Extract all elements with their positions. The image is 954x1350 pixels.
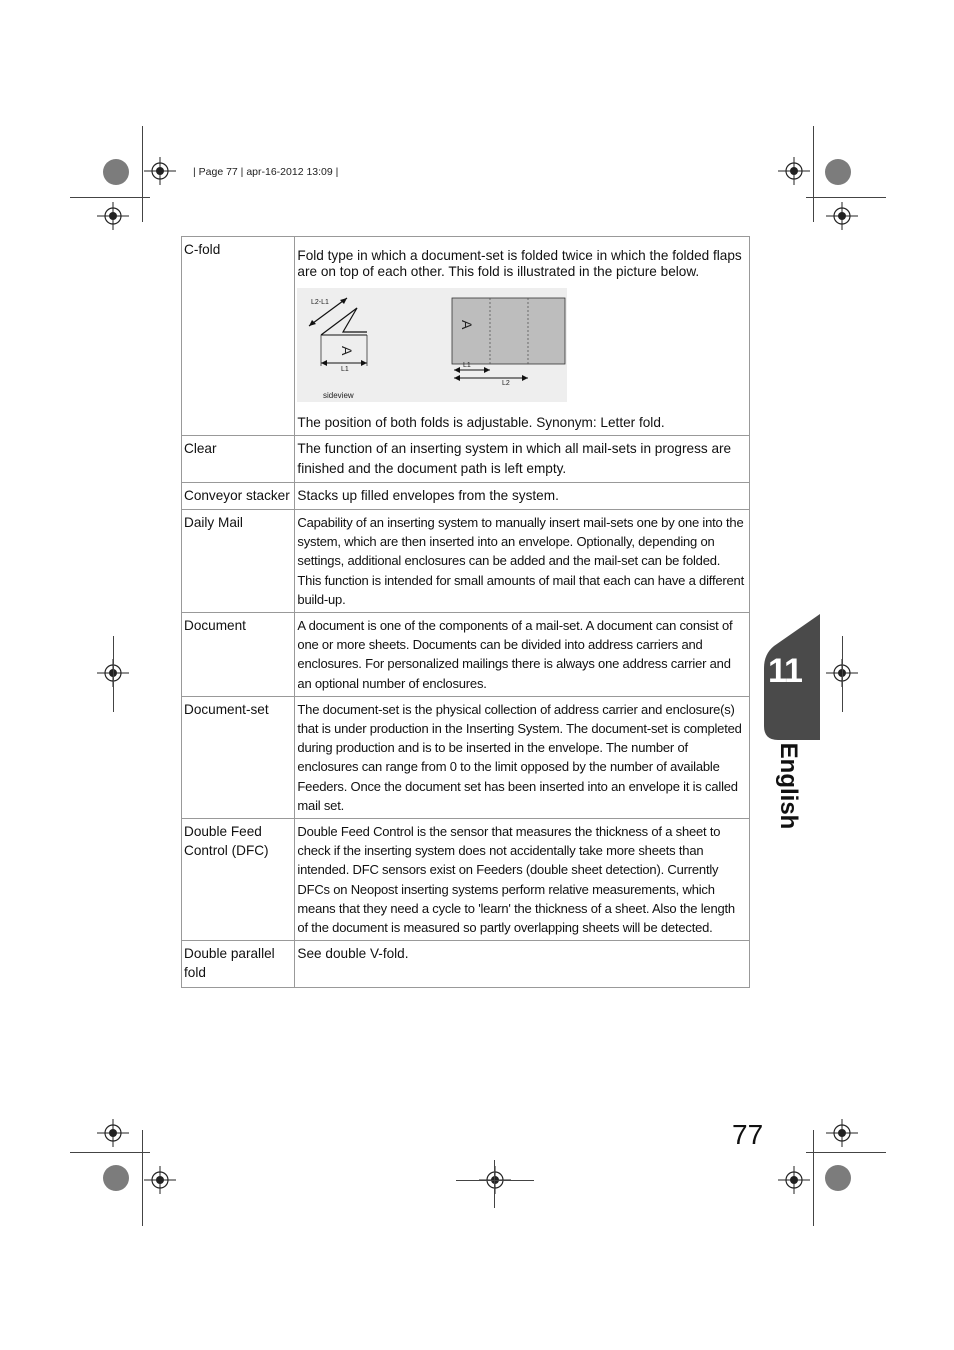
table-row <box>182 941 750 987</box>
crop-line <box>70 197 150 198</box>
chapter-number: 11 <box>768 652 802 690</box>
table-row <box>182 237 750 436</box>
definition-cell <box>295 237 750 436</box>
print-info: | Page 77 | apr-16-2012 13:09 | <box>193 166 339 178</box>
crop-line <box>842 636 843 712</box>
table-row <box>182 696 750 818</box>
registration-target-icon <box>144 157 176 185</box>
table-row <box>182 819 750 941</box>
term-cell: Double Feed Control (DFC) <box>182 819 295 941</box>
registration-dot <box>825 1165 851 1191</box>
definition-cell: Capability of an inserting system to manually insert mail-sets one by one into the system, which are then inserted into an envelope. Optionally, depending on settings, additional enclosures can be added and the mail-set can be folded. This function is intended for small amounts of mail that each can have a different build-up. <box>295 510 750 613</box>
crop-line <box>142 1130 143 1226</box>
glossary-table <box>181 236 750 988</box>
diagram-letter: A <box>339 346 356 356</box>
table-row <box>182 510 750 613</box>
definition-cell: Double Feed Control is the sensor that measures the thickness of a sheet to check if the inserting system does not accidentally take more sheets than intended. DFC sensors exist on Feeders (double sheet detection). Currently DFCs on Neopost inserting systems perform relative measurements, which means that they need a cycle to 'learn' the thickness of a sheet. Also the length of the document is measured so partly overlapping sheets will be detected. <box>295 819 750 941</box>
table-row <box>182 436 750 482</box>
page-number: 77 <box>732 1119 764 1150</box>
registration-dot <box>103 1165 129 1191</box>
definition-text: The position of both folds is adjustable. Synonym: Letter fold. <box>297 415 665 431</box>
definition-cell: A document is one of the components of a mail-set. A document can consist of one or more sheets. Documents can be divided into address carriers and enclosures. For personalized mailings there is always one address carrier and an optional number of enclosures. <box>295 613 750 697</box>
term-cell: Document-set <box>182 696 295 818</box>
diagram-caption: sideview <box>323 391 355 400</box>
registration-target-icon <box>144 1166 176 1194</box>
diagram-label: L2-L1 <box>311 299 330 306</box>
crop-line <box>70 1152 150 1153</box>
diagram-label: L1 <box>341 366 350 373</box>
language-label: English <box>775 742 802 830</box>
definition-cell: The document-set is the physical collection of address carrier and enclosure(s) that is under production in the Inserting System. The document-set is completed during production and is to be inserted in the envelope. The number of enclosures can range from 0 to the limit opposed by the number of available Feeders. Once the document set has been inserted into an envelope it is called mail set. <box>295 696 750 818</box>
crop-line <box>806 197 886 198</box>
crop-line <box>813 126 814 222</box>
term-cell: Document <box>182 613 295 697</box>
definition-cell: Stacks up filled envelopes from the system. <box>295 482 750 509</box>
crop-line <box>494 1160 495 1208</box>
term-cell: C-fold <box>182 237 295 436</box>
registration-target-icon <box>97 1119 129 1147</box>
definition-text: Fold type in which a document-set is folded twice in which the folded flaps are on top of each other. This fold is illustrated in the picture below. <box>297 248 742 279</box>
registration-dot <box>825 159 851 185</box>
registration-target-icon <box>778 1166 810 1194</box>
crop-line <box>113 636 114 712</box>
diagram-label: L1 <box>463 362 472 369</box>
definition-cell: The function of an inserting system in which all mail-sets in progress are finished and the document path is left empty. <box>295 436 750 482</box>
table-row <box>182 613 750 697</box>
registration-target-icon <box>826 1119 858 1147</box>
registration-dot <box>103 159 129 185</box>
registration-target-icon <box>97 202 129 230</box>
crop-line <box>142 126 143 222</box>
registration-target-icon <box>778 157 810 185</box>
crop-line <box>806 1152 886 1153</box>
table-row <box>182 482 750 509</box>
term-cell: Daily Mail <box>182 510 295 613</box>
diagram-label: L2 <box>502 380 511 387</box>
term-cell: Clear <box>182 436 295 482</box>
c-fold-diagram <box>297 288 567 402</box>
crop-line <box>813 1130 814 1226</box>
definition-cell: See double V-fold. <box>295 941 750 987</box>
term-cell: Conveyor stacker <box>182 482 295 509</box>
diagram-letter: A <box>459 320 476 330</box>
registration-target-icon <box>826 202 858 230</box>
crop-line <box>456 1180 534 1181</box>
term-cell: Double parallel fold <box>182 941 295 987</box>
